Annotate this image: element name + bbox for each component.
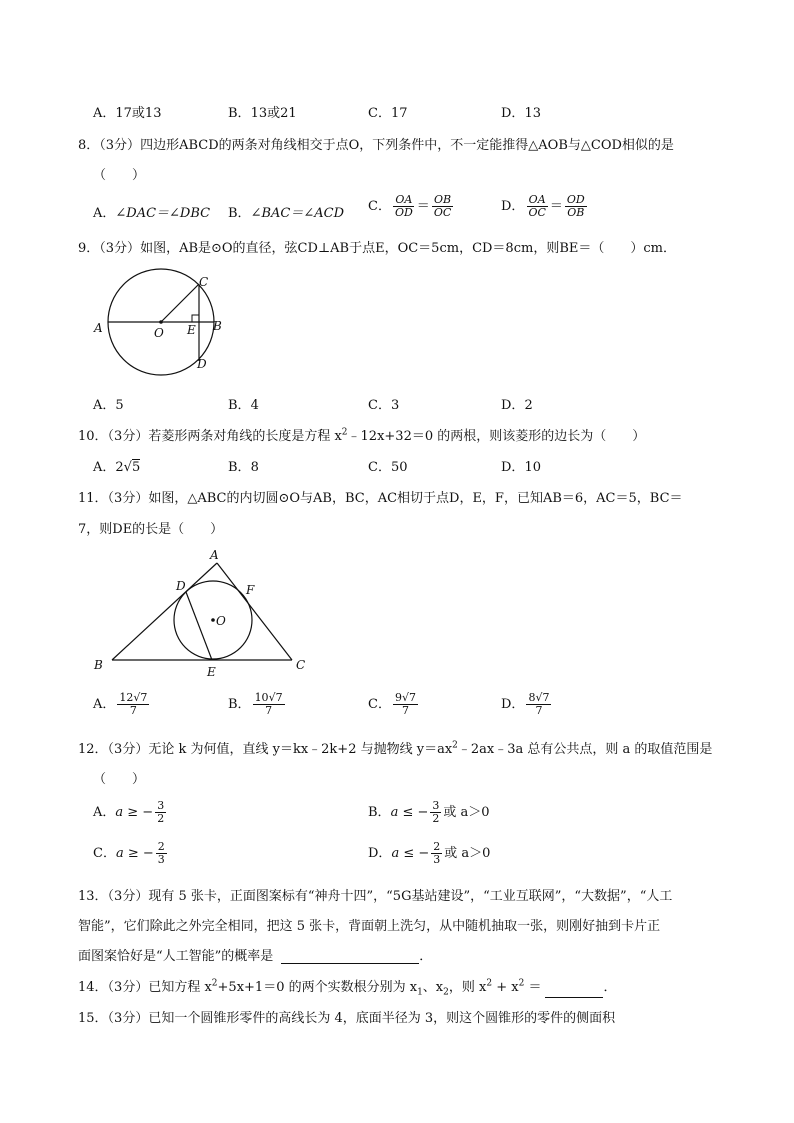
q12-option-c: C．a ≥ − $\frac{2}{3}$ xyxy=(93,840,165,866)
q8-option-d: D． $\frac{OA}{OC}$ ＝ $\frac{OD}{OB}$ xyxy=(501,193,585,219)
label-e: E xyxy=(187,323,196,337)
q11-stem-line2: 7，则DE的长是（ ） xyxy=(78,522,224,537)
q8-option-b: B．∠BAC＝∠ACD xyxy=(228,206,344,221)
q12-stem: 12．（3分）无论 k 为何值，直线 y＝kx﹣2k+2 与抛物线 $y=ax^2﹣2ax﹣3a$ 总有公共点，则 a 的取值范围是 xyxy=(78,740,713,757)
label-a: A xyxy=(94,321,103,335)
side-ac xyxy=(217,563,292,660)
q11-stem-line1: 11．（3分）如图，△ABC的内切圆⊙O与AB，BC，AC相切于点D，E，F，已知AB＝6，AC＝5，BC＝ xyxy=(78,491,683,506)
q10-option-a: A．2√5 xyxy=(93,460,141,475)
label-o: O xyxy=(216,614,226,628)
label-f: F xyxy=(246,583,255,597)
q12-option-d: D．a ≤ − $\frac{2}{3}$ 或 a＞0 xyxy=(368,840,491,866)
q13-line1: 13．（3分）现有 5 张卡，正面图案标有“神舟十四”，“5G基站建设”，“工业互联网”，“大数据”，“人工 xyxy=(78,889,673,904)
q8-paren: （ ） xyxy=(93,168,146,183)
segment-de xyxy=(186,592,212,660)
label-b: B xyxy=(213,319,222,333)
label-o: O xyxy=(154,326,164,340)
q7-option-d: D．13 xyxy=(501,106,541,121)
q9-option-d: D．2 xyxy=(501,398,533,413)
q8-option-c: C． $\frac{OA}{OD}$ ＝ $\frac{OB}{OC}$ xyxy=(368,193,452,219)
q12-option-b: B．a ≤ − $\frac{3}{2}$ 或 a＞0 xyxy=(368,799,490,825)
q9-stem: 9．（3分）如图，AB是⊙O的直径，弦CD⊥AB于点E，OC＝5cm，CD＝8cm，则BE＝（ ）cm． xyxy=(78,241,676,256)
q13-line3: 面图案恰好是“人工智能”的概率是 ． xyxy=(78,949,433,964)
q11-option-d: D． $\frac{8√7}{7}$ xyxy=(501,691,550,717)
center-dot xyxy=(159,320,163,324)
q11-option-c: C． $\frac{9√7}{7}$ xyxy=(368,691,416,717)
q15-stem: 15．（3分）已知一个圆锥形零件的高线长为 4，底面半径为 3，则这个圆锥形的零件的侧面积 xyxy=(78,1011,616,1026)
label-d: D xyxy=(176,579,186,593)
q10-option-d: D．10 xyxy=(501,460,541,475)
label-e: E xyxy=(207,665,216,679)
label-d: D xyxy=(197,357,207,371)
q7-option-c: C．17 xyxy=(368,106,408,121)
right-angle-mark xyxy=(192,315,199,322)
q9-option-a: A．5 xyxy=(93,398,124,413)
q9-option-b: B．4 xyxy=(228,398,259,413)
q10-stem: 10．（3分）若菱形两条对角线的长度是方程 $x^2﹣12x+32=0$ 的两根，则该菱形的边长为（ ） xyxy=(78,427,646,444)
q9-option-c: C．3 xyxy=(368,398,400,413)
q9-circle-figure xyxy=(88,268,228,376)
q8-stem: 8．（3分）四边形ABCD的两条对角线相交于点O，下列条件中，不一定能推得△AOB与△COD相似的是 xyxy=(78,138,674,153)
radius-oc xyxy=(161,284,199,322)
side-ab xyxy=(112,563,217,660)
q8-option-a: A．∠DAC＝∠DBC xyxy=(93,206,211,221)
q13-answer-blank[interactable] xyxy=(281,963,419,964)
label-c: C xyxy=(199,275,209,289)
q7-option-b: B．13或21 xyxy=(228,106,297,121)
q10-option-b: B．8 xyxy=(228,460,259,475)
label-c: C xyxy=(296,658,306,672)
center-dot xyxy=(211,618,215,622)
q7-option-a: A．17或13 xyxy=(93,106,162,121)
q11-triangle-figure xyxy=(88,545,318,680)
label-b: B xyxy=(94,658,103,672)
label-a: A xyxy=(210,548,219,562)
q11-option-b: B． $\frac{10√7}{7}$ xyxy=(228,691,283,717)
q11-option-a: A． $\frac{12√7}{7}$ xyxy=(93,691,148,717)
q14-stem: 14．（3分）已知方程 $x^2+5x+1=0$ 的两个实数根分别为 $x_1$、$x_2$，则 $x^2 + x^2$ ＝ ． xyxy=(78,978,617,998)
q12-paren: （ ） xyxy=(93,772,146,787)
q13-line2: 智能”，它们除此之外完全相同，把这 5 张卡，背面朝上洗匀，从中随机抽取一张，则刚好抽到卡片正 xyxy=(78,919,661,934)
q12-option-a: A．a ≥ − $\frac{3}{2}$ xyxy=(93,799,165,825)
q14-answer-blank[interactable] xyxy=(545,997,603,998)
q10-option-c: C．50 xyxy=(368,460,408,475)
